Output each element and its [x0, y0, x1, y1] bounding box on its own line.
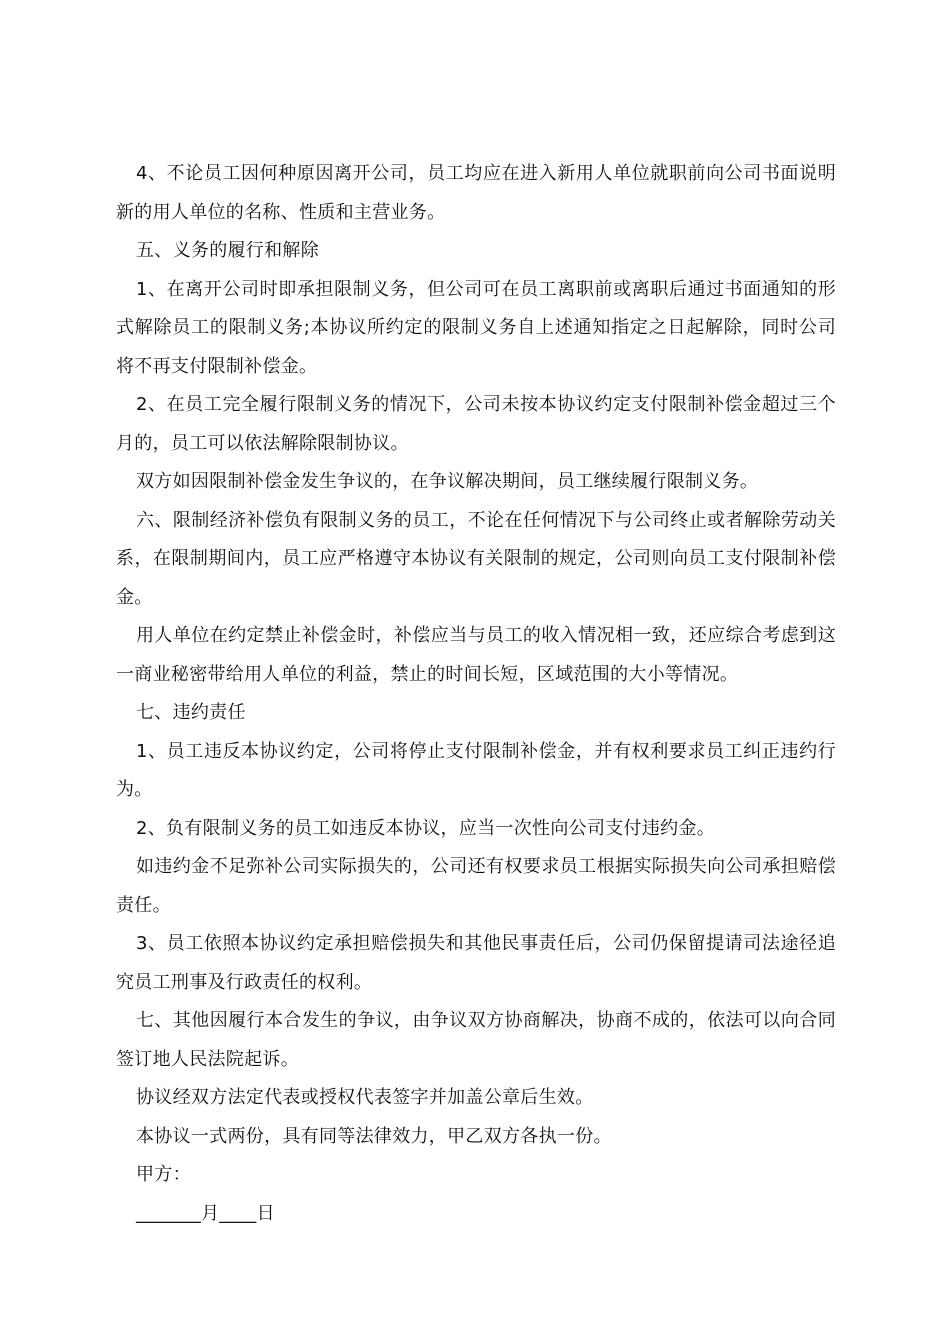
compensation-consideration: 用人单位在约定禁止补偿金时，补偿应当与员工的收入情况相一致，还应综合考虑到这一商业秘密带给用人单位的利益，禁止的时间长短，区域范围的大小等情况。 [116, 625, 836, 685]
clause-1-stop-payment: 1、员工违反本协议约定，公司将停止支付限制补偿金，并有权利要求员工纠正违约行为。 [116, 740, 836, 800]
clause-3-criminal-liability: 3、员工依照本协议约定承担赔偿损失和其他民事责任后，公司仍保留提请司法途径追究员工刑事及行政责任的权利。 [116, 933, 836, 993]
copies-clause: 本协议一式两份，具有同等法律效力，甲乙双方各执一份。 [136, 1125, 612, 1147]
clause-2-employee-termination-right: 2、在员工完全履行限制义务的情况下，公司未按本协议约定支付限制补偿金超过三个月的，员工可以依法解除限制协议。 [116, 394, 836, 454]
penalty-insufficient: 如违约金不足弥补公司实际损失的，公司还有权要求员工根据实际损失向公司承担赔偿责任。 [116, 856, 836, 916]
section-heading-compensation: 六、限制经济补偿负有限制义务的员工，不论在任何情况下与公司终止或者解除劳动关系，在限制期间内，员工应严格遵守本协议有关限制的规定，公司则向员工支付限制补偿金。 [116, 509, 836, 608]
date-line: _______月____日 [136, 1202, 275, 1224]
clause-2-penalty: 2、负有限制义务的员工如违反本协议，应当一次性向公司支付违约金。 [136, 817, 716, 839]
clause-4-notify-new-employer: 4、不论员工因何种原因离开公司，员工均应在进入新用人单位就职前向公司书面说明新的用人单位的名称、性质和主营业务。 [116, 163, 836, 223]
dispute-continue-obligation: 双方如因限制补偿金发生争议的，在争议解决期间，员工继续履行限制义务。 [136, 471, 759, 492]
party-a-label: 甲方： [136, 1164, 191, 1185]
section-heading-obligation-performance: 五、义务的履行和解除 [136, 240, 319, 261]
document-body [116, 155, 836, 1233]
clause-1-release-obligation: 1、在离开公司时即承担限制义务，但公司可在员工离职前或离职后通过书面通知的形式解除员工的限制义务;本协议所约定的限制义务自上述通知指定之日起解除，同时公司将不再支付限制补偿金。 [116, 278, 836, 377]
section-heading-liability: 七、违约责任 [136, 702, 246, 723]
section-heading-disputes: 七、其他因履行本合发生的争议，由争议双方协商解决，协商不成的，依法可以向合同签订地人民法院起诉。 [116, 1010, 836, 1070]
effective-clause: 协议经双方法定代表或授权代表签字并加盖公章后生效。 [136, 1087, 594, 1108]
